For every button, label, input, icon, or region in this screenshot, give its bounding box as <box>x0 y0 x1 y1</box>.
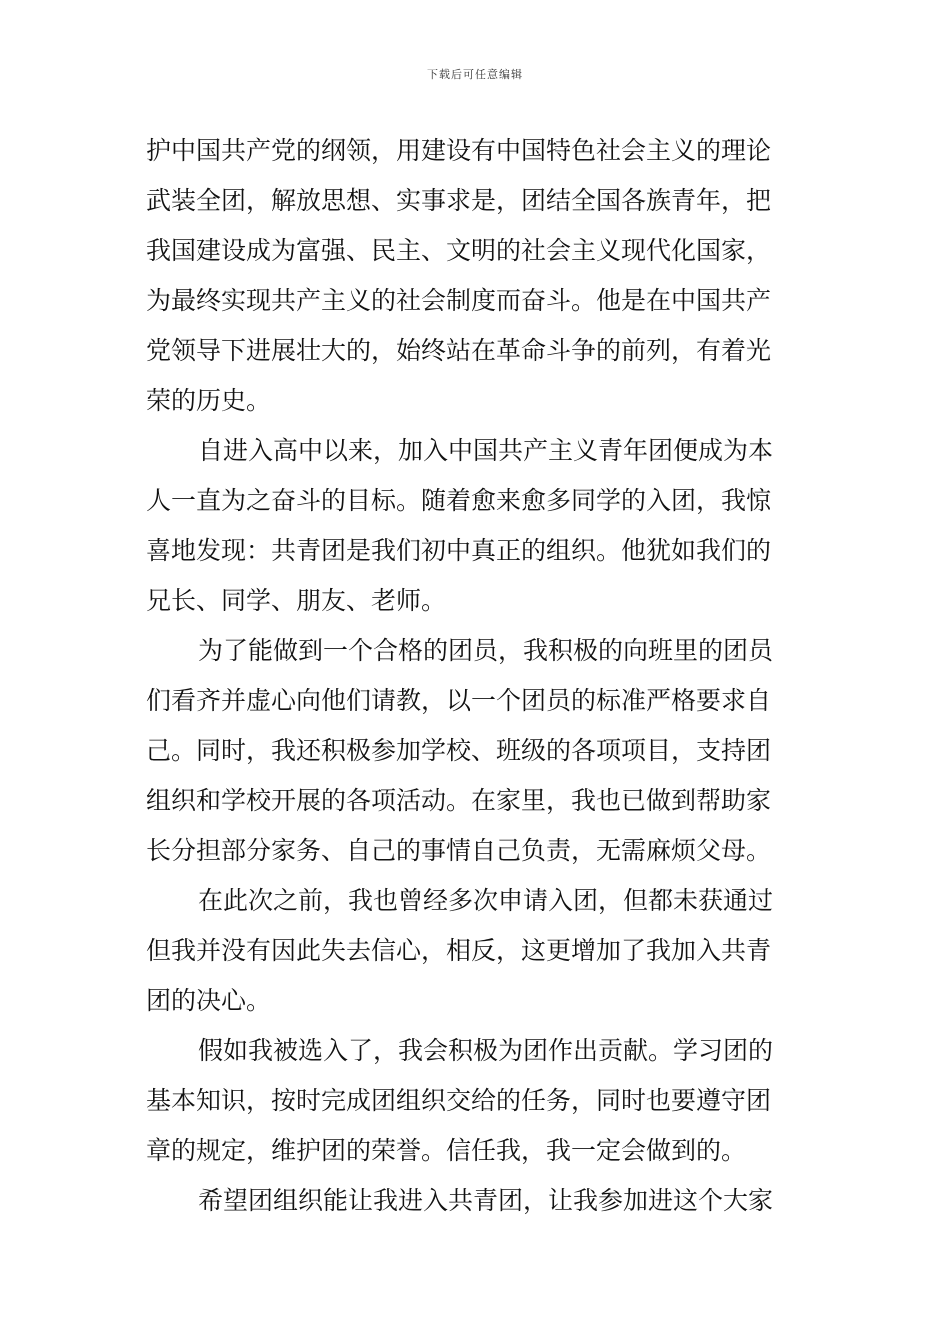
text-line: 党领导下进展壮大的，始终站在革命斗争的前列，有着光 <box>146 336 772 365</box>
paragraph-first-line: 为了能做到一个合格的团员，我积极的向班里的团员 <box>198 636 774 665</box>
paragraph-first-line: 假如我被选入了，我会积极为团作出贡献。学习团的 <box>198 1036 774 1065</box>
document-body <box>146 126 806 1226</box>
paragraph-first-line: 希望团组织能让我进入共青团，让我参加进这个大家 <box>198 1186 774 1215</box>
text-line: 们看齐并虚心向他们请教，以一个团员的标准严格要求自 <box>146 686 772 715</box>
text-line: 喜地发现：共青团是我们初中真正的组织。他犹如我们的 <box>146 536 772 565</box>
text-line: 兄长、同学、朋友、老师。 <box>146 586 447 615</box>
text-line: 护中国共产党的纲领，用建设有中国特色社会主义的理论 <box>146 136 772 165</box>
text-line: 团的决心。 <box>146 986 272 1015</box>
paragraph-first-line: 自进入高中以来，加入中国共产主义青年团便成为本 <box>198 436 774 465</box>
text-line: 组织和学校开展的各项活动。在家里，我也已做到帮助家 <box>146 786 772 815</box>
text-line: 我国建设成为富强、民主、文明的社会主义现代化国家， <box>146 236 772 265</box>
paragraph-first-line: 在此次之前，我也曾经多次申请入团，但都未获通过 <box>198 886 774 915</box>
text-line: 武装全团，解放思想、实事求是，团结全国各族青年，把 <box>146 186 772 215</box>
text-line: 己。同时，我还积极参加学校、班级的各项项目，支持团 <box>146 736 772 765</box>
text-line: 人一直为之奋斗的目标。随着愈来愈多同学的入团，我惊 <box>146 486 772 515</box>
text-line: 但我并没有因此失去信心，相反，这更增加了我加入共青 <box>146 936 772 965</box>
text-line: 章的规定，维护团的荣誉。信任我，我一定会做到的。 <box>146 1136 747 1165</box>
text-line: 荣的历史。 <box>146 386 272 415</box>
text-line: 长分担部分家务、自己的事情自己负责，无需麻烦父母。 <box>146 836 772 865</box>
text-line: 为最终实现共产主义的社会制度而奋斗。他是在中国共产 <box>146 286 772 315</box>
text-line: 基本知识，按时完成团组织交给的任务，同时也要遵守团 <box>146 1086 772 1115</box>
header-note: 下载后可任意编辑 <box>427 68 523 81</box>
